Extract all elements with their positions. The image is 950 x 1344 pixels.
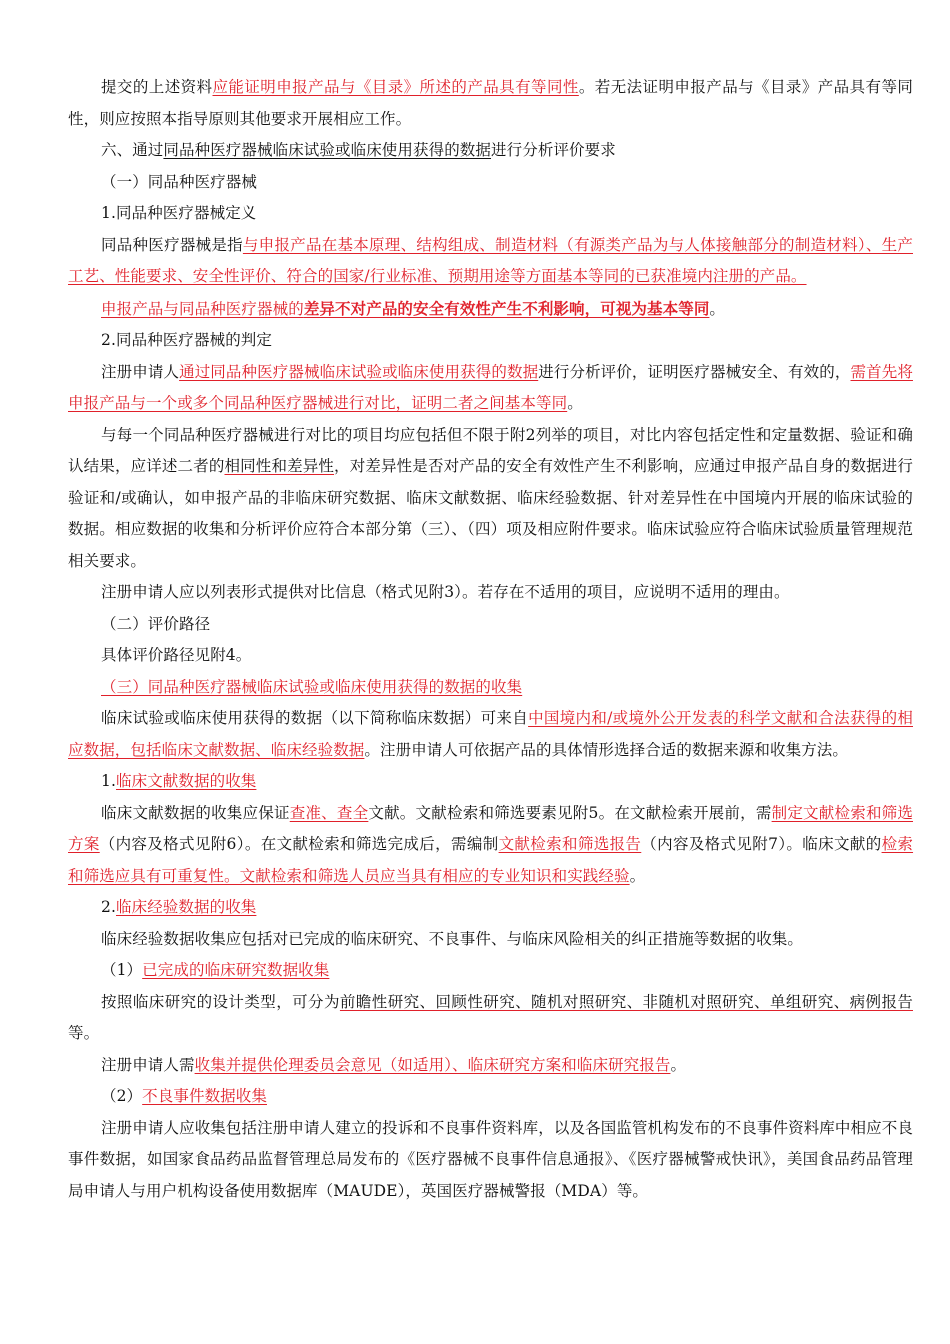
text: 提交的上述资料 (101, 78, 213, 96)
subheading-data-collection (68, 672, 913, 704)
paragraph-evaluation-path: 具体评价路径见附4。 (101, 646, 252, 664)
text: 注册申请人需 (101, 1055, 195, 1074)
underlined-text: 同品种医疗器械临床试验或临床使用获得的数据 (163, 141, 492, 159)
paragraph-definition (68, 230, 913, 293)
highlighted-text: 查准、查全 (289, 803, 369, 822)
section-heading-6 (68, 135, 913, 167)
subheading-experience-data (68, 892, 913, 924)
highlighted-text: 制定文献检索和筛选方案 (68, 803, 913, 853)
highlighted-text: 已完成的临床研究数据收集 (142, 961, 330, 979)
text: ，对差异性是否对产品的安全有效性产生不利影响，应通过申报产品自身的数据进行验证和/或确认，如申报产品的非临床研究数据、临床文献数据、临床经验数据、针对差异性在中国境内开展的临床试验的数据。相应数据的收集和分析评价应符合本部分第（三）、（四）项及相应附件要求。临床试验应符合临床试验质量管理规范相关要求。 (68, 457, 914, 570)
paragraph-equivalence-criterion (68, 293, 913, 326)
subheading-literature-data (68, 766, 913, 798)
text: 。 (629, 866, 646, 885)
text: 2. (101, 898, 116, 916)
paragraph-ethics-documents (68, 1050, 913, 1082)
highlighted-text: 不良事件数据收集 (142, 1087, 267, 1105)
paragraph-adverse-events: 注册申请人应收集包括注册申请人建立的投诉和不良事件资料库，以及各国监管机构发布的不良事件资料库中相应不良事件数据，如国家食品药品监督管理总局发布的《医疗器械不良事件信息通报》、《医疗器械警戒快讯》，美国食品药品管理局申请人与用户机构设备使用数据库（MAUDE），英国医疗器械警报（MDA）等。 (68, 1118, 913, 1200)
highlighted-text: 与申报产品在基本原理、结构组成、制造材料（有源类产品为与人体接触部分的制造材料）、生产工艺、性能要求、安全性评价、符合的国家/行业标准、预期用途等方面基本等同的已获准境内注册的产品。 (68, 235, 913, 285)
paragraph-comparison-items (68, 420, 913, 578)
paragraph-applicant-comparison (68, 357, 913, 420)
subheading-completed-studies (68, 955, 913, 987)
text: 进行分析评价要求 (491, 141, 616, 159)
text: 同品种医疗器械是指 (101, 235, 243, 254)
text: （内容及格式见附7）。临床文献的 (641, 835, 882, 853)
paragraph-tabular-info: 注册申请人应以列表形式提供对比信息（格式见附3）。若存在不适用的项目，应说明不适用的理由。 (101, 583, 790, 601)
text: 与每一个同品种医疗器械进行对比的项目均应包括但不限于附2列举的项目，对比内容包括定性和定量数据、验证和确认结果，应详述二者的 (68, 425, 913, 475)
highlighted-text: 临床文献数据的收集 (116, 772, 257, 790)
text: 进行分析评价，证明医疗器械安全、有效的， (538, 362, 851, 381)
subheading-evaluation-path: （二）评价路径 (101, 614, 211, 633)
paragraph-experience-data: 临床经验数据收集应包括对已完成的临床研究、不良事件、与临床风险相关的纠正措施等数据的收集。 (101, 929, 804, 948)
text: 。 (567, 394, 583, 412)
subheading-same-type-device: （一）同品种医疗器械 (101, 172, 258, 191)
paragraph-literature-data (68, 798, 913, 893)
underlined-text: 相同性和差异性 (224, 457, 335, 475)
text: 六、通过 (101, 141, 164, 159)
paragraph-study-types (68, 987, 913, 1050)
subheading-determination: 2.同品种医疗器械的判定 (101, 331, 272, 349)
bold-highlighted-text: 差异不对产品的安全有效性产生不利影响，可视为基本等同 (303, 298, 710, 318)
highlighted-text: 文献检索和筛选报告 (498, 835, 642, 853)
highlighted-text: 申报产品与同品种医疗器械的 (101, 299, 304, 318)
highlighted-text: 需首先将申报产品与一个或多个同品种医疗器械进行对比，证明二者之间基本等同 (68, 362, 913, 412)
text: 。 (670, 1055, 687, 1074)
highlighted-text: 应能证明申报产品与《目录》所述的产品具有等同性 (212, 78, 579, 96)
highlighted-text: 中国境内和/或境外公开发表的科学文献和合法获得的相应数据，包括临床文献数据、临床经验数据 (68, 709, 913, 759)
text: 文献。文献检索和筛选要素见附5。在文献检索开展前，需 (368, 803, 772, 822)
text: （2） (101, 1087, 143, 1105)
subheading-definition: 1.同品种医疗器械定义 (101, 204, 257, 222)
text: 临床试验或临床使用获得的数据（以下简称临床数据）可来自 (101, 709, 529, 727)
subheading-adverse-events (68, 1081, 913, 1113)
highlighted-text: 通过同品种医疗器械临床试验或临床使用获得的数据 (179, 362, 539, 381)
highlighted-text: 收集并提供伦理委员会意见（如适用）、临床研究方案和临床研究报告 (194, 1055, 671, 1074)
underlined-text: 前瞻性研究、回顾性研究、随机对照研究、非随机对照研究、单组研究、病例报告 (339, 992, 913, 1011)
paragraph-data-sources (68, 703, 913, 766)
highlighted-text: （三）同品种医疗器械临床试验或临床使用获得的数据的收集 (101, 677, 523, 696)
text: （内容及格式见附6）。在文献检索和筛选完成后，需编制 (99, 835, 499, 853)
document-page (68, 72, 913, 1207)
text: 。注册申请人可依据产品的具体情形选择合适的数据来源和收集方法。 (364, 740, 849, 759)
highlighted-text: 检索和筛选应具有可重复性。文献检索和筛选人员应当具有相应的专业知识和实践经验 (68, 835, 914, 885)
text: 。若无法证明申报产品与《目录》产品具有等同性，则应按照本指导原则其他要求开展相应工作。 (68, 78, 913, 128)
text: 。 (709, 299, 726, 318)
paragraph-equivalence-statement (68, 72, 913, 135)
highlighted-text: 临床经验数据的收集 (116, 898, 257, 916)
text: 注册申请人 (101, 362, 180, 381)
text: 1. (101, 772, 116, 790)
text: 按照临床研究的设计类型，可分为 (101, 992, 340, 1011)
text: （1） (101, 961, 143, 979)
text: 临床文献数据的收集应保证 (101, 803, 290, 822)
text: 等。 (68, 1024, 100, 1042)
